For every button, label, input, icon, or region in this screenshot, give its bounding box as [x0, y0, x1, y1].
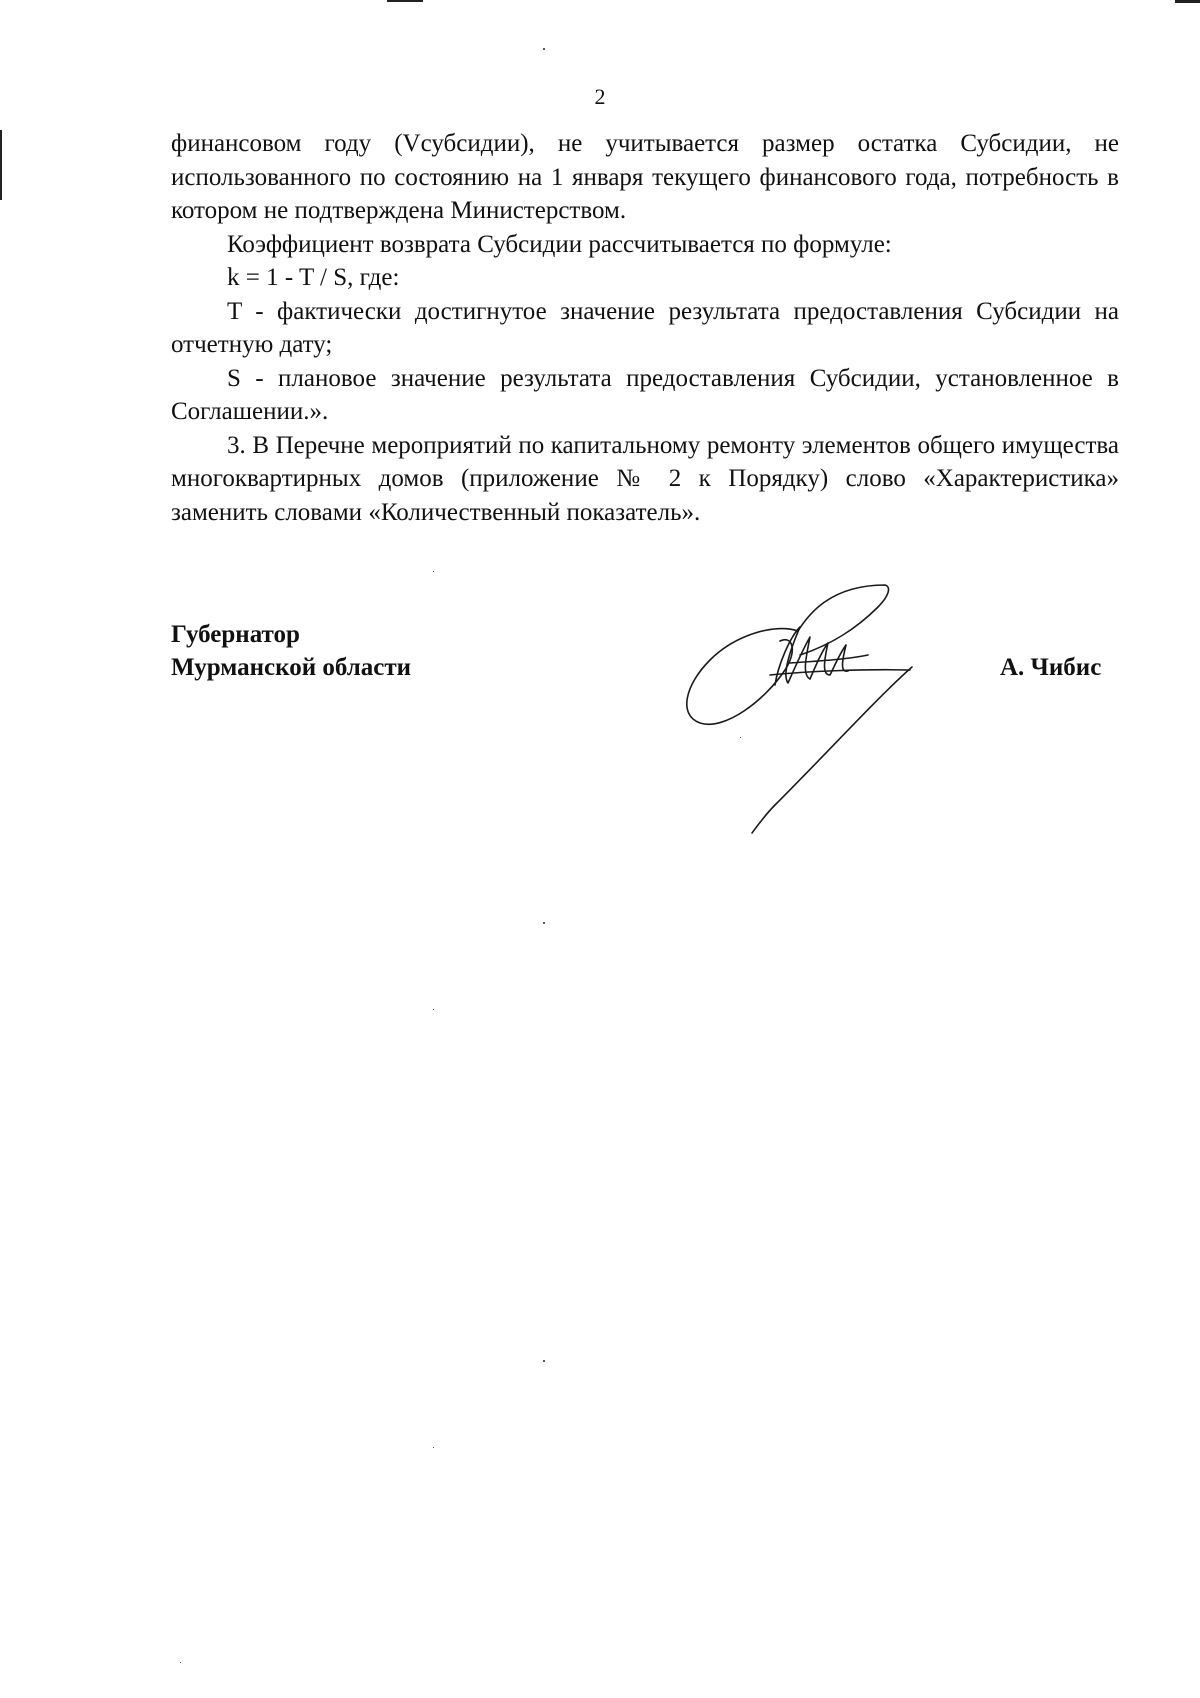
scan-speck: [433, 1009, 434, 1010]
scan-edge-mark: [387, 0, 423, 2]
signer-title-line1: Губернатор: [171, 621, 300, 648]
paragraph-coefficient-intro: Коэффициент возврата Субсидии рассчитывается по формуле:: [227, 230, 892, 258]
definition-t: T - фактически достигнутое значение результата предоставления Субсидии на отчетную дату;: [171, 297, 1119, 358]
scan-edge-mark: [0, 130, 2, 200]
signature-tail: [752, 667, 912, 833]
paragraph-item-3: 3. В Перечне мероприятий по капитальному ремонту элементов общего имущества многоквартирных домов (приложение № 2 к Порядку) слово «Характеристика» заменить словами «Количественный показатель».: [171, 431, 1119, 526]
scan-speck: [740, 737, 741, 738]
scan-speck: [543, 48, 545, 50]
document-body: [171, 127, 1119, 529]
scan-edge-mark: [1175, 0, 1200, 3]
signer-title: [171, 618, 411, 684]
scan-speck: [543, 922, 545, 924]
scan-speck: [433, 1447, 434, 1448]
signer-name: А. Чибис: [1000, 654, 1102, 681]
signer-title-line2: Мурманской области: [171, 654, 412, 681]
signature-cross: [790, 655, 868, 663]
formula: k = 1 - T / S, где:: [227, 264, 400, 291]
definition-s: S - плановое значение результата предоставления Субсидии, установленное в Соглашении.».: [171, 364, 1119, 425]
signature-top-swirl: [798, 585, 889, 655]
paragraph-continuation: финансовом году (Vсубсидии), не учитывается размер остатка Субсидии, не использованного по состоянию на 1 января текущего финансового года, потребность в котором не подтверждена Министерством.: [171, 130, 1119, 224]
scan-speck: [180, 1662, 181, 1663]
scan-speck: [543, 1360, 545, 1362]
scan-speck: [433, 571, 434, 572]
signature-loop: [687, 629, 798, 725]
signature-underline: [770, 670, 910, 675]
handwritten-signature: [680, 575, 980, 845]
page-number: 2: [594, 84, 606, 109]
signature-letters: [775, 627, 848, 685]
